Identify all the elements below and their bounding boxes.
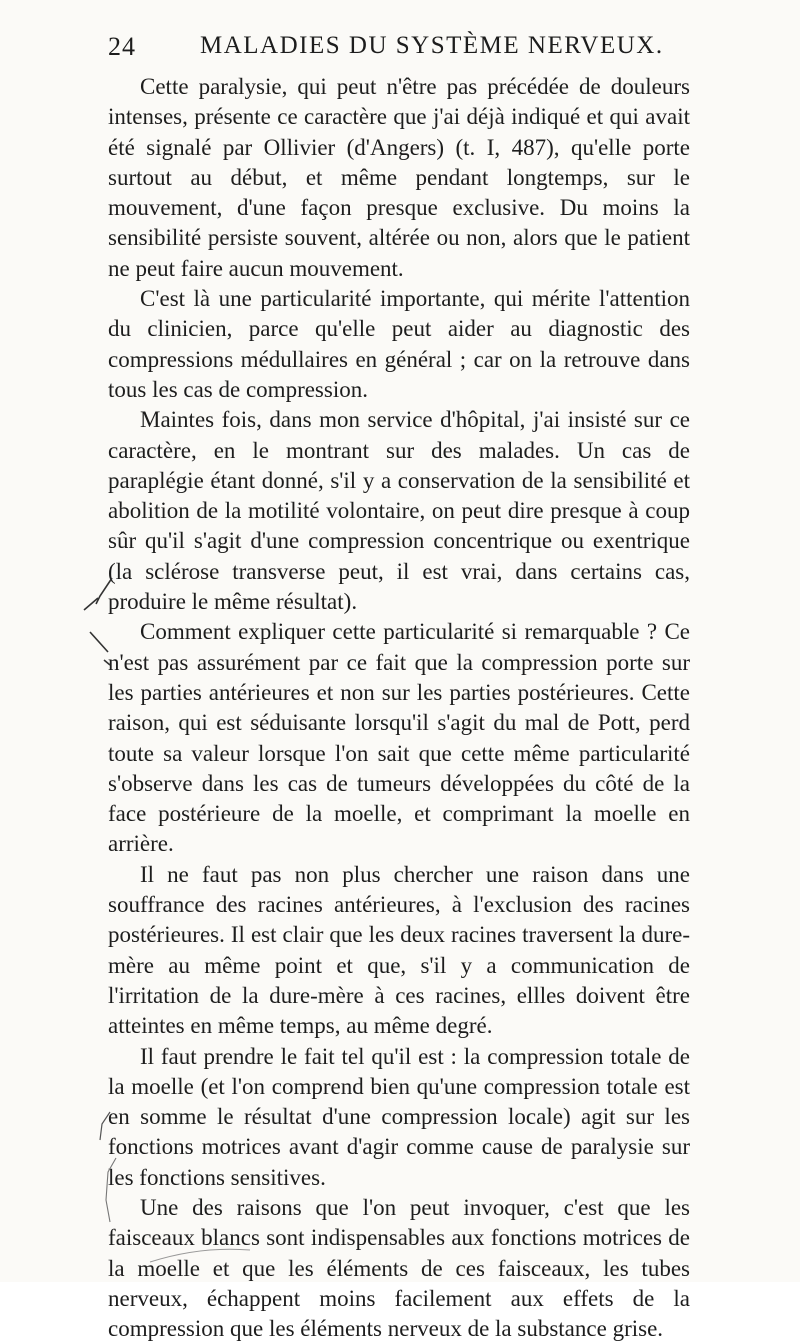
paragraph: Comment expliquer cette particularité si remarquable ? Ce n'est pas assurément par ce fait que la compression porte sur les parties antérieures et non sur les parties postérieures. Cette raison, qui est séduisante lorsqu'il s'agit du mal de Pott, perd toute sa valeur lorsque l'on sait que cette même particularité s'observe dans les cas de tumeurs développées du côté de la face postérieure de la moelle, et comprimant la moelle en arrière.	[108, 619, 690, 857]
paragraph: Maintes fois, dans mon service d'hôpital, j'ai insisté sur ce caractère, en le montrant sur des malades. Un cas de paraplégie étant donné, s'il y a conservation de la sensibilité et abolition de la motilité volontaire, on peut dire presque à coup sûr qu'il s'agit d'une compression concentrique ou exentrique (la sclérose transverse peut, il est vrai, dans certains cas, produire le même résultat).	[108, 407, 690, 615]
body-text	[108, 72, 690, 1344]
page-number: 24	[108, 32, 136, 61]
paragraph: Il faut prendre le fait tel qu'il est : la compression totale de la moelle (et l'on comprend bien qu'une compression totale est en somme le résultat d'une compression locale) agit sur les fonctions motrices avant d'agir comme cause de paralysie sur les fonctions sensitives.	[108, 1043, 690, 1190]
paragraph: Il ne faut pas non plus chercher une raison dans une souffrance des racines antérieures, à l'exclusion des racines postérieures. Il est clair que les deux racines traversent la dure-mère au même point et que, s'il y a communication de l'irritation de la dure-mère à ces racines, ellles doivent être atteintes en même temps, au même degré.	[108, 861, 690, 1039]
running-title: MALADIES DU SYSTÈME NERVEUX.	[200, 32, 664, 59]
margin-pencil-mark	[90, 632, 108, 652]
page-header	[108, 32, 688, 64]
paragraph: Une des raisons que l'on peut invoquer, c'est que les faisceaux blancs sont indispensables aux fonctions motrices de la moelle et que les éléments de ces faisceaux, les tubes nerveux, échappent moins facilement aux effets de la compression que les éléments nerveux de la substance grise.	[108, 1194, 690, 1342]
paragraph: C'est là une particularité importante, qui mérite l'attention du clinicien, parce qu'elle peut aider au diagnostic des compressions médullaires en général ; car on la retrouve dans tous les cas de compression.	[108, 286, 690, 402]
paragraph: Cette paralysie, qui peut n'être pas précédée de douleurs intenses, présente ce caractère que j'ai déjà indiqué et qui avait été signalé par Ollivier (d'Angers) (t. I, 487), qu'elle porte surtout au début, et même pendant longtemps, sur le mouvement, d'une façon presque exclusive. Du moins la sensibilité persiste souvent, altérée ou non, alors que le patient ne peut faire aucun mouvement.	[108, 74, 690, 281]
margin-pencil-mark	[84, 598, 98, 610]
